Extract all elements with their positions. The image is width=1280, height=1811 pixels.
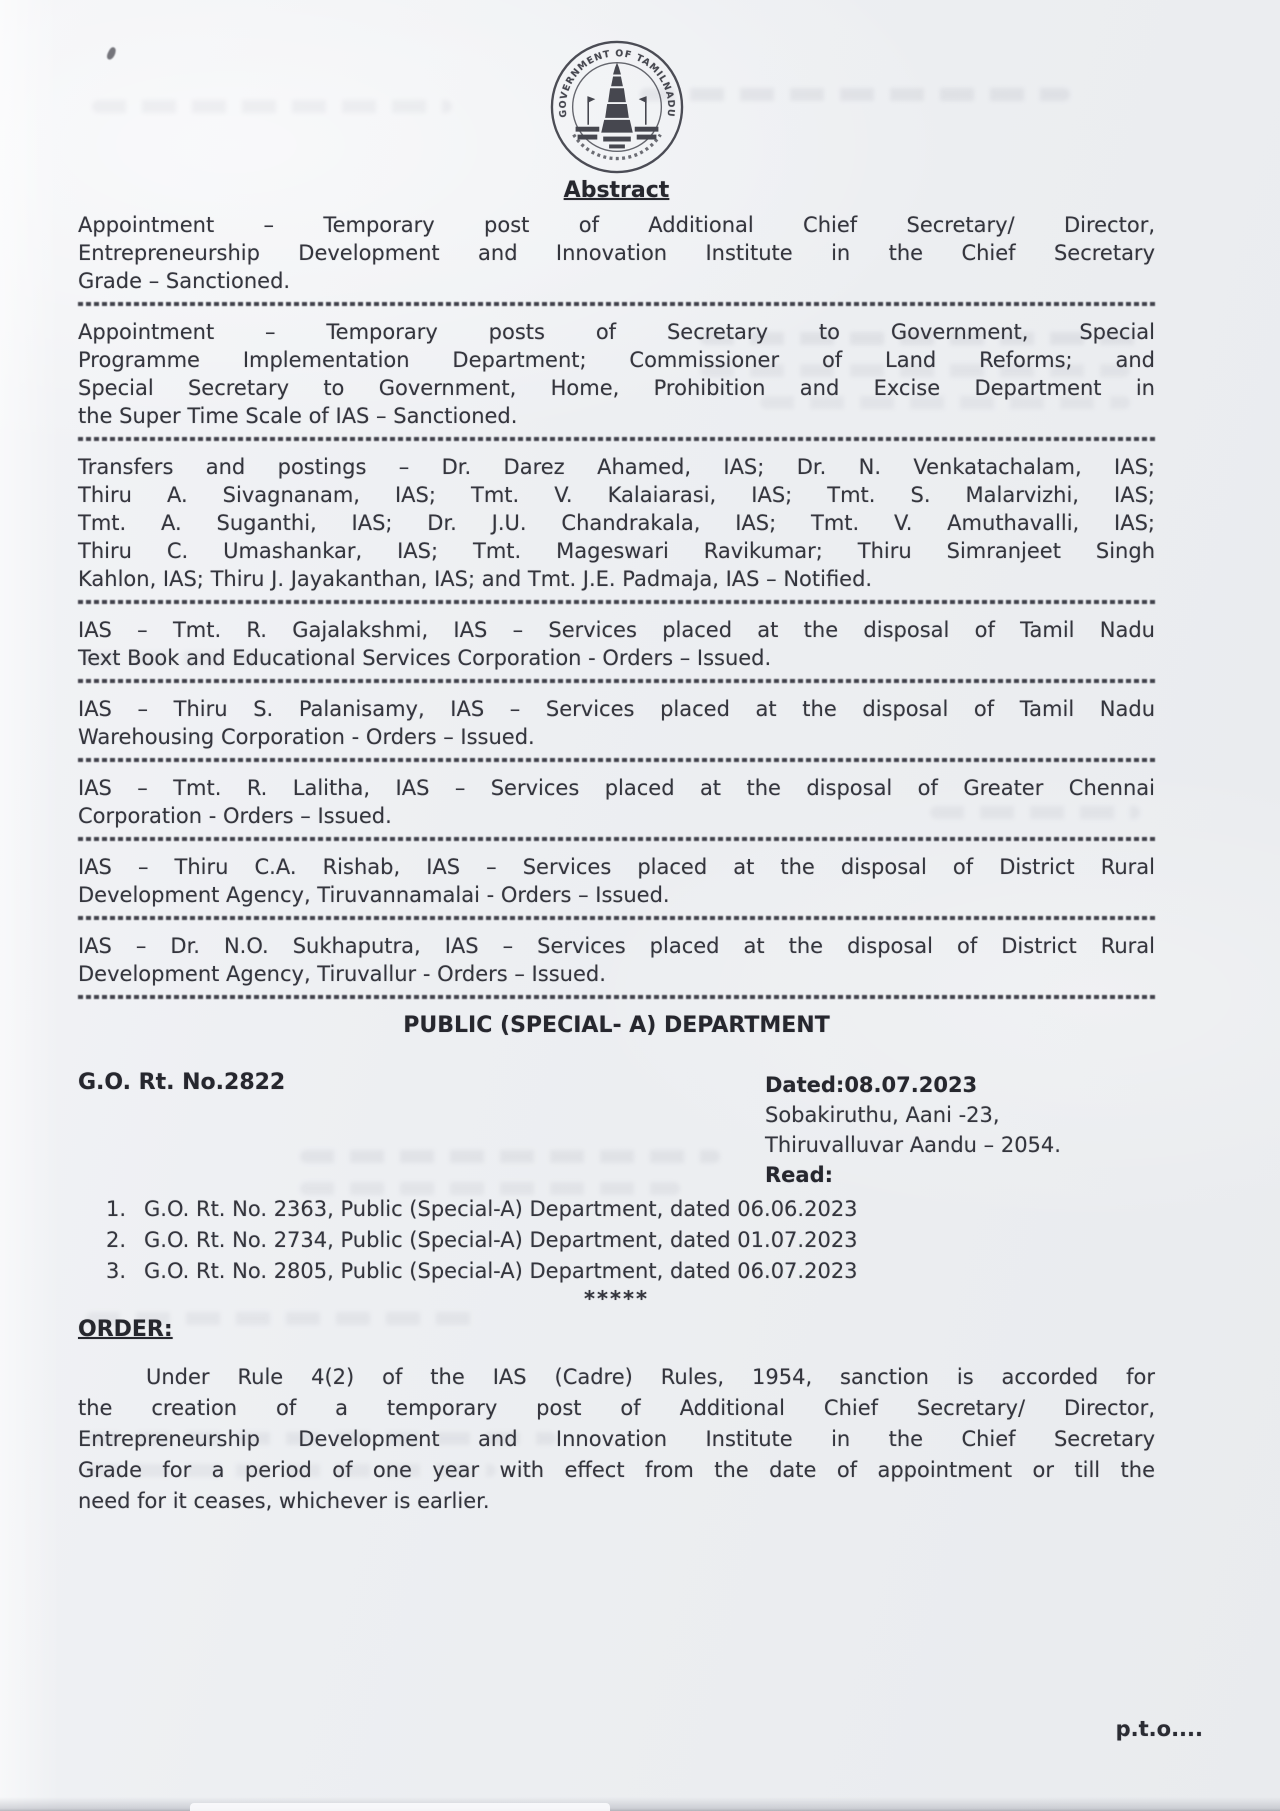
text-line: Under Rule 4(2) of the IAS (Cadre) Rules, 1954, sanction is accorded for bbox=[146, 1365, 1155, 1389]
dashed-separator bbox=[78, 437, 1155, 441]
text-line: Special Secretary to Government, Home, Prohibition and Excise Department in bbox=[78, 376, 1155, 400]
text-line: Warehousing Corporation - Orders – Issued. bbox=[78, 725, 535, 749]
dashed-separator bbox=[78, 302, 1155, 306]
dated-line: Dated:08.07.2023 bbox=[765, 1073, 978, 1097]
text-line: Grade for a period of one year with effect from the date of appointment or till the bbox=[78, 1458, 1155, 1482]
text-line: need for it ceases, whichever is earlier. bbox=[78, 1489, 490, 1513]
text-line: the Super Time Scale of IAS – Sanctioned. bbox=[78, 404, 518, 428]
emblem-ring-text-path: GOVERNMENT OF TAMILNADU bbox=[557, 48, 676, 119]
order-heading: ORDER: bbox=[78, 1317, 173, 1342]
regnal-date-line: Thiruvalluvar Aandu – 2054. bbox=[765, 1133, 1061, 1157]
list-item-text: G.O. Rt. No. 2734, Public (Special-A) Department, dated 01.07.2023 bbox=[144, 1228, 858, 1252]
dashed-separator bbox=[78, 600, 1155, 604]
text-line: Thiru A. Sivagnanam, IAS; Tmt. V. Kalaiarasi, IAS; Tmt. S. Malarvizhi, IAS; bbox=[78, 483, 1155, 507]
text-line: Thiru C. Umashankar, IAS; Tmt. Mageswari Ravikumar; Thiru Simranjeet Singh bbox=[78, 539, 1155, 563]
text-line: IAS – Tmt. R. Lalitha, IAS – Services placed at the disposal of Greater Chennai bbox=[78, 776, 1155, 800]
text-line: Grade – Sanctioned. bbox=[78, 269, 291, 293]
text-line: Appointment – Temporary posts of Secretary to Government, Special bbox=[78, 320, 1155, 344]
order-paragraph bbox=[78, 1362, 1155, 1517]
abstract-item bbox=[78, 774, 1155, 830]
text-line: Tmt. A. Suganthi, IAS; Dr. J.U. Chandrakala, IAS; Tmt. V. Amuthavalli, IAS; bbox=[78, 511, 1155, 535]
scan-bottom-highlight bbox=[190, 1803, 610, 1811]
list-item-number: 3. bbox=[106, 1259, 127, 1283]
dashed-separator bbox=[78, 837, 1155, 841]
abstract-item bbox=[78, 853, 1155, 909]
tn-government-emblem bbox=[547, 38, 687, 176]
abstract-item bbox=[78, 318, 1155, 430]
pto-note: p.t.o.... bbox=[1115, 1717, 1203, 1741]
text-line: Programme Implementation Department; Commissioner of Land Reforms; and bbox=[78, 348, 1155, 372]
text-line: the creation of a temporary post of Additional Chief Secretary/ Director, bbox=[78, 1396, 1155, 1420]
text-line: Development Agency, Tiruvannamalai - Orders – Issued. bbox=[78, 883, 670, 907]
text-line: Appointment – Temporary post of Additional Chief Secretary/ Director, bbox=[78, 213, 1155, 237]
dashed-separator bbox=[78, 758, 1155, 762]
read-references-list bbox=[106, 1194, 1155, 1287]
text-line: IAS – Tmt. R. Gajalakshmi, IAS – Services placed at the disposal of Tamil Nadu bbox=[78, 618, 1155, 642]
text-line: Corporation - Orders – Issued. bbox=[78, 804, 392, 828]
list-item-number: 2. bbox=[106, 1228, 127, 1252]
list-item bbox=[106, 1225, 1155, 1256]
abstract-item bbox=[78, 695, 1155, 751]
emblem-temple-tower-icon bbox=[575, 63, 658, 149]
list-item bbox=[106, 1194, 1155, 1225]
abstract-item bbox=[78, 616, 1155, 672]
abstract-item bbox=[78, 453, 1155, 593]
text-line: IAS – Thiru C.A. Rishab, IAS – Services placed at the disposal of District Rural bbox=[78, 855, 1155, 879]
dashed-separator bbox=[78, 916, 1155, 920]
go-number: G.O. Rt. No.2822 bbox=[78, 1070, 286, 1095]
text-line: Transfers and postings – Dr. Darez Ahamed, IAS; Dr. N. Venkatachalam, IAS; bbox=[78, 455, 1155, 479]
abstract-item bbox=[78, 211, 1155, 295]
go-header bbox=[78, 1070, 1155, 1190]
text-line: IAS – Thiru S. Palanisamy, IAS – Services placed at the disposal of Tamil Nadu bbox=[78, 697, 1155, 721]
scan-edge-light bbox=[0, 0, 60, 1811]
text-line: Development Agency, Tiruvallur - Orders – Issued. bbox=[78, 962, 606, 986]
text-line: Text Book and Educational Services Corporation - Orders – Issued. bbox=[78, 646, 772, 670]
regnal-date-line: Sobakiruthu, Aani -23, bbox=[765, 1103, 1000, 1127]
abstract-heading: Abstract bbox=[563, 178, 670, 203]
text-line: Entrepreneurship Development and Innovation Institute in the Chief Secretary bbox=[78, 241, 1155, 265]
text-line: Entrepreneurship Development and Innovation Institute in the Chief Secretary bbox=[78, 1427, 1155, 1451]
asterisk-divider: ***** bbox=[584, 1287, 649, 1311]
list-item-text: G.O. Rt. No. 2805, Public (Special-A) Department, dated 06.07.2023 bbox=[144, 1259, 858, 1283]
abstract-item bbox=[78, 932, 1155, 988]
read-label: Read: bbox=[765, 1163, 834, 1187]
list-item-number: 1. bbox=[106, 1197, 127, 1221]
list-item-text: G.O. Rt. No. 2363, Public (Special-A) Department, dated 06.06.2023 bbox=[144, 1197, 858, 1221]
document-page bbox=[78, 38, 1203, 1741]
list-item bbox=[106, 1256, 1155, 1287]
dashed-separator bbox=[78, 995, 1155, 999]
department-title: PUBLIC (SPECIAL- A) DEPARTMENT bbox=[403, 1013, 830, 1038]
dashed-separator bbox=[78, 679, 1155, 683]
text-line: Kahlon, IAS; Thiru J. Jayakanthan, IAS; and Tmt. J.E. Padmaja, IAS – Notified. bbox=[78, 567, 873, 591]
date-block bbox=[765, 1070, 1155, 1190]
text-line: IAS – Dr. N.O. Sukhaputra, IAS – Services placed at the disposal of District Rural bbox=[78, 934, 1155, 958]
